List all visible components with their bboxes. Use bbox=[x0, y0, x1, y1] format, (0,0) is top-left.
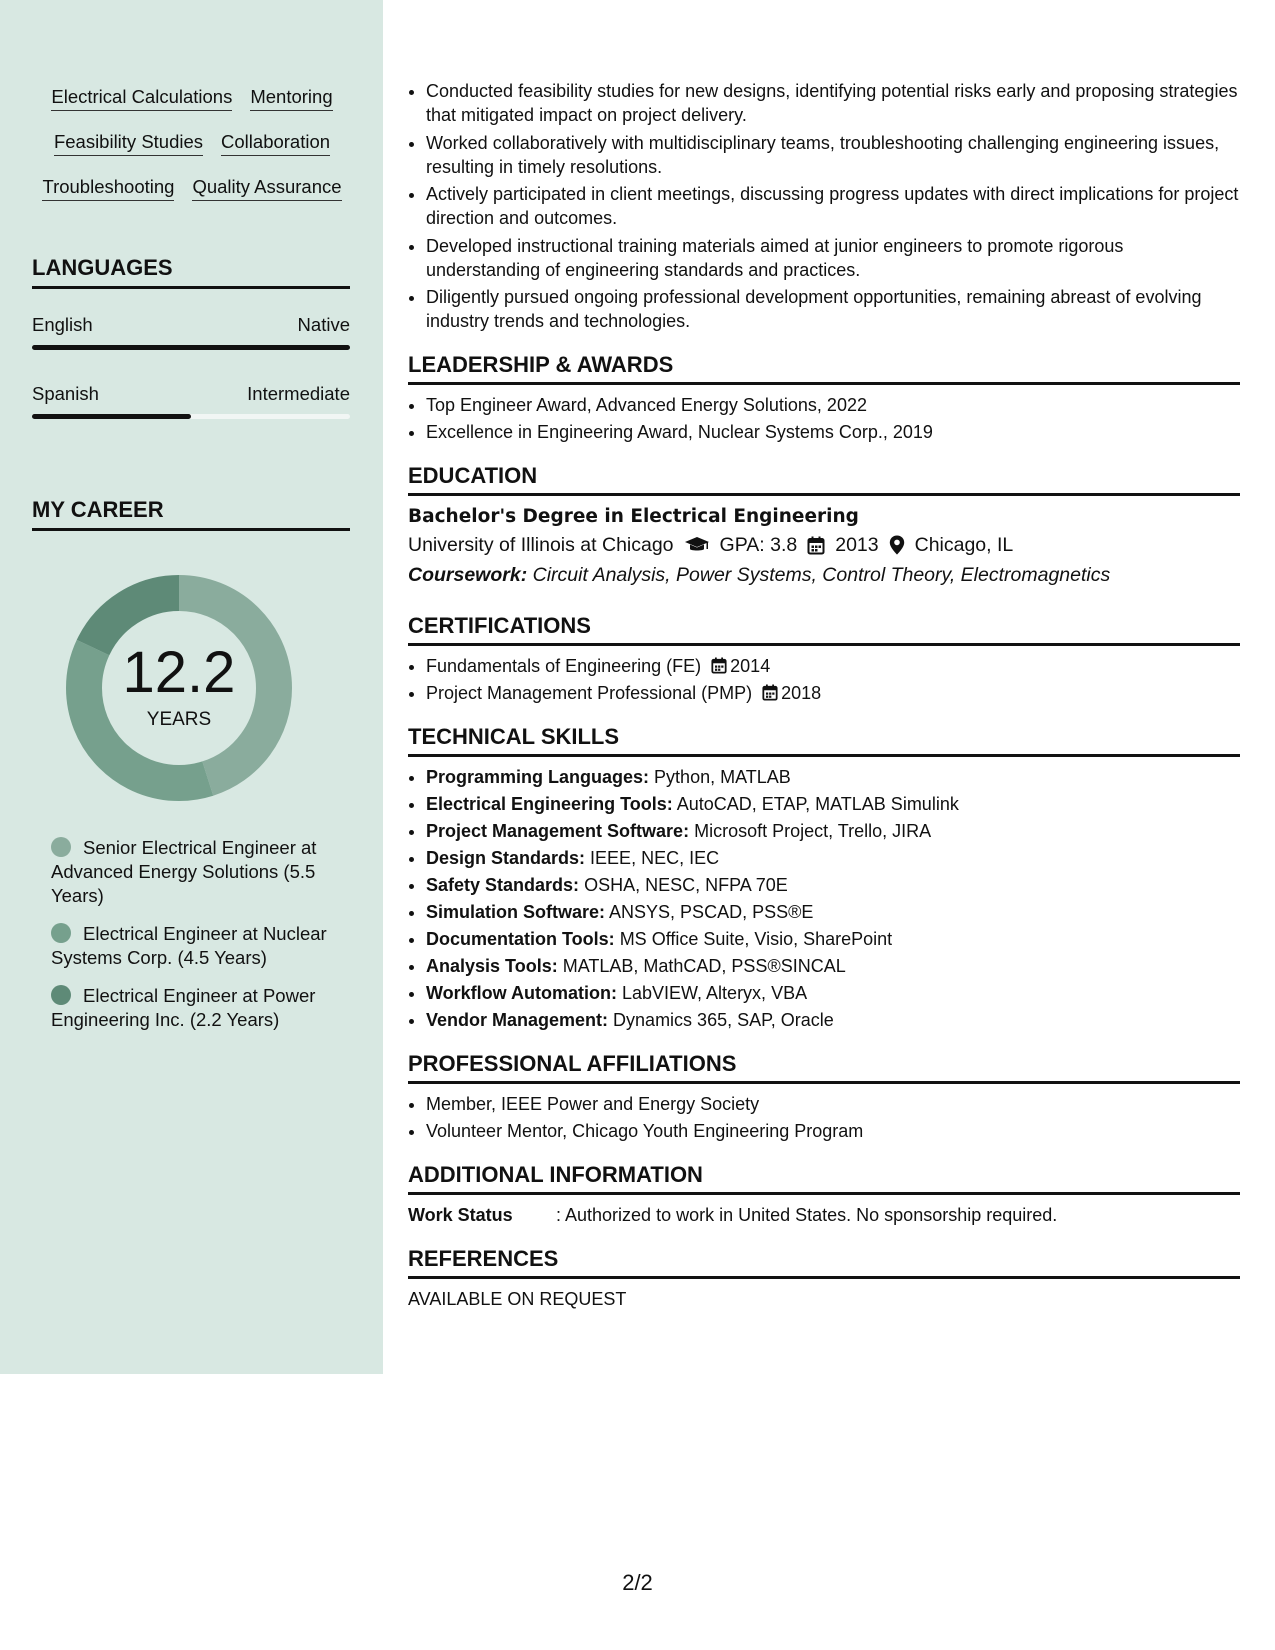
tech-skill-label: Documentation Tools: bbox=[426, 929, 615, 949]
affiliations-heading: PROFESSIONAL AFFILIATIONS bbox=[408, 1050, 1240, 1084]
additional-info-heading: ADDITIONAL INFORMATION bbox=[408, 1161, 1240, 1195]
gpa: GPA: 3.8 bbox=[719, 534, 798, 556]
experience-bullet: • Worked collaboratively with multidisciplinary teams, troubleshooting challenging engineering issues, resulting in timely resolutions. bbox=[426, 131, 1240, 179]
award-item: • Excellence in Engineering Award, Nuclear Systems Corp., 2019 bbox=[426, 420, 1240, 444]
certification-item bbox=[426, 654, 1240, 678]
career-donut bbox=[66, 575, 292, 801]
tech-skill-item bbox=[426, 900, 1240, 924]
graduation-year: 2013 bbox=[835, 534, 879, 556]
experience-bullet: • Conducted feasibility studies for new designs, identifying potential risks early and proposing strategies that mitigated impact on project delivery. bbox=[426, 79, 1240, 127]
tech-skill-label: Analysis Tools: bbox=[426, 956, 558, 976]
skill-tag: Feasibility Studies bbox=[54, 131, 203, 156]
leadership-heading: LEADERSHIP & AWARDS bbox=[408, 351, 1240, 385]
language-name: English bbox=[32, 314, 93, 335]
work-status-label: Work Status bbox=[408, 1205, 513, 1225]
skill-tag: Mentoring bbox=[250, 86, 332, 111]
skill-tag: Troubleshooting bbox=[42, 176, 174, 201]
career-item-text: Electrical Engineer at Power Engineering Inc. (2.2 Years) bbox=[51, 985, 316, 1030]
tech-skill-item bbox=[426, 846, 1240, 870]
language-proficiency-bar bbox=[32, 414, 350, 419]
tech-skill-item bbox=[426, 927, 1240, 951]
certification-name: Project Management Professional (PMP) bbox=[426, 683, 753, 703]
technical-skills-list bbox=[408, 765, 1240, 1032]
career-dot-icon bbox=[51, 923, 71, 943]
affiliations-list bbox=[408, 1092, 1240, 1143]
skill-tag: Electrical Calculations bbox=[51, 86, 232, 111]
certification-year: 2014 bbox=[730, 656, 771, 676]
leadership-list bbox=[408, 393, 1240, 444]
language-proficiency-bar bbox=[32, 345, 350, 350]
career-list bbox=[51, 836, 331, 1046]
career-item bbox=[51, 836, 331, 908]
certifications-list bbox=[408, 654, 1240, 705]
tech-skill-label: Design Standards: bbox=[426, 848, 586, 868]
work-status bbox=[408, 1203, 1240, 1227]
school-location: Chicago, IL bbox=[914, 534, 1014, 556]
tech-skill-value: MATLAB, MathCAD, PSS®SINCAL bbox=[562, 956, 846, 976]
tech-skill-item bbox=[426, 819, 1240, 843]
certification-name: Fundamentals of Engineering (FE) bbox=[426, 656, 702, 676]
skill-tag: Collaboration bbox=[221, 131, 330, 156]
work-status-value: : Authorized to work in United States. No sponsorship required. bbox=[556, 1205, 1058, 1225]
page-number: 2/2 bbox=[622, 1570, 653, 1595]
degree-title: Bachelor's Degree in Electrical Engineering bbox=[408, 506, 859, 527]
tech-skill-label: Vendor Management: bbox=[426, 1010, 609, 1030]
career-dot-icon bbox=[51, 837, 71, 857]
tech-skill-item bbox=[426, 954, 1240, 978]
calendar-icon bbox=[762, 684, 778, 701]
language-level: Intermediate bbox=[247, 383, 350, 404]
affiliation-item: • Member, IEEE Power and Energy Society bbox=[426, 1092, 1240, 1116]
language-name: Spanish bbox=[32, 383, 99, 404]
affiliation-item: • Volunteer Mentor, Chicago Youth Engineering Program bbox=[426, 1119, 1240, 1143]
tech-skill-label: Safety Standards: bbox=[426, 875, 580, 895]
tech-skill-label: Electrical Engineering Tools: bbox=[426, 794, 673, 814]
certifications-heading: CERTIFICATIONS bbox=[408, 612, 1240, 646]
certification-item bbox=[426, 681, 1240, 705]
main-content bbox=[408, 79, 1240, 1311]
language-level: Native bbox=[297, 314, 350, 335]
tech-skill-label: Project Management Software: bbox=[426, 821, 690, 841]
experience-bullet: • Developed instructional training materials aimed at junior engineers to promote rigorous understanding of engineering standards and practices. bbox=[426, 234, 1240, 282]
tech-skill-value: AutoCAD, ETAP, MATLAB Simulink bbox=[676, 794, 959, 814]
tech-skill-value: Python, MATLAB bbox=[654, 767, 791, 787]
tech-skill-value: OSHA, NESC, NFPA 70E bbox=[584, 875, 788, 895]
coursework-list: Circuit Analysis, Power Systems, Control Theory, Electromagnetics bbox=[532, 564, 1111, 586]
tech-skill-value: IEEE, NEC, IEC bbox=[590, 848, 720, 868]
references-heading: REFERENCES bbox=[408, 1245, 1240, 1279]
career-total-unit: YEARS bbox=[146, 709, 212, 730]
tech-skill-item bbox=[426, 765, 1240, 789]
career-dot-icon bbox=[51, 985, 71, 1005]
language-item bbox=[32, 382, 350, 419]
career-total-years: 12.2 bbox=[122, 640, 236, 705]
tech-skill-label: Workflow Automation: bbox=[426, 983, 617, 1003]
calendar-icon bbox=[807, 536, 825, 555]
career-item bbox=[51, 984, 331, 1032]
sidebar bbox=[0, 0, 383, 1374]
tech-skill-label: Simulation Software: bbox=[426, 902, 606, 922]
career-item-text: Senior Electrical Engineer at Advanced Energy Solutions (5.5 Years) bbox=[51, 837, 317, 906]
skill-tag: Quality Assurance bbox=[192, 176, 341, 201]
experience-bullet: • Actively participated in client meetings, discussing progress updates with direct implications for project direction and outcomes. bbox=[426, 182, 1240, 230]
graduation-cap-icon bbox=[684, 536, 710, 554]
career-item-text: Electrical Engineer at Nuclear Systems Corp. (4.5 Years) bbox=[51, 923, 327, 968]
award-item: • Top Engineer Award, Advanced Energy Solutions, 2022 bbox=[426, 393, 1240, 417]
technical-skills-heading: TECHNICAL SKILLS bbox=[408, 723, 1240, 757]
tech-skill-value: MS Office Suite, Visio, SharePoint bbox=[619, 929, 893, 949]
language-proficiency-fill bbox=[32, 414, 191, 419]
education-details bbox=[408, 530, 1240, 560]
tech-skill-item bbox=[426, 873, 1240, 897]
certification-year: 2018 bbox=[781, 683, 822, 703]
career-item bbox=[51, 922, 331, 970]
calendar-icon bbox=[711, 657, 727, 674]
coursework bbox=[408, 560, 1240, 590]
tech-skill-item bbox=[426, 981, 1240, 1005]
languages-heading: LANGUAGES bbox=[32, 254, 350, 289]
experience-bullet: • Diligently pursued ongoing professional development opportunities, remaining abreast of evolving industry trends and technologies. bbox=[426, 285, 1240, 333]
career-heading: MY CAREER bbox=[32, 496, 350, 531]
tech-skill-value: LabVIEW, Alteryx, VBA bbox=[622, 983, 808, 1003]
tech-skill-item bbox=[426, 792, 1240, 816]
tech-skill-label: Programming Languages: bbox=[426, 767, 650, 787]
coursework-label: Coursework: bbox=[408, 564, 528, 586]
school-name: University of Illinois at Chicago bbox=[408, 534, 674, 556]
experience-bullets bbox=[408, 79, 1240, 333]
language-item bbox=[32, 313, 350, 350]
tech-skill-value: ANSYS, PSCAD, PSS®E bbox=[609, 902, 814, 922]
skill-tags bbox=[32, 86, 352, 221]
tech-skill-value: Dynamics 365, SAP, Oracle bbox=[613, 1010, 834, 1030]
location-pin-icon bbox=[889, 535, 905, 555]
tech-skill-item bbox=[426, 1008, 1240, 1032]
education-heading: EDUCATION bbox=[408, 462, 1240, 496]
references-text: AVAILABLE ON REQUEST bbox=[408, 1289, 627, 1309]
language-proficiency-fill bbox=[32, 345, 350, 350]
tech-skill-value: Microsoft Project, Trello, JIRA bbox=[694, 821, 932, 841]
